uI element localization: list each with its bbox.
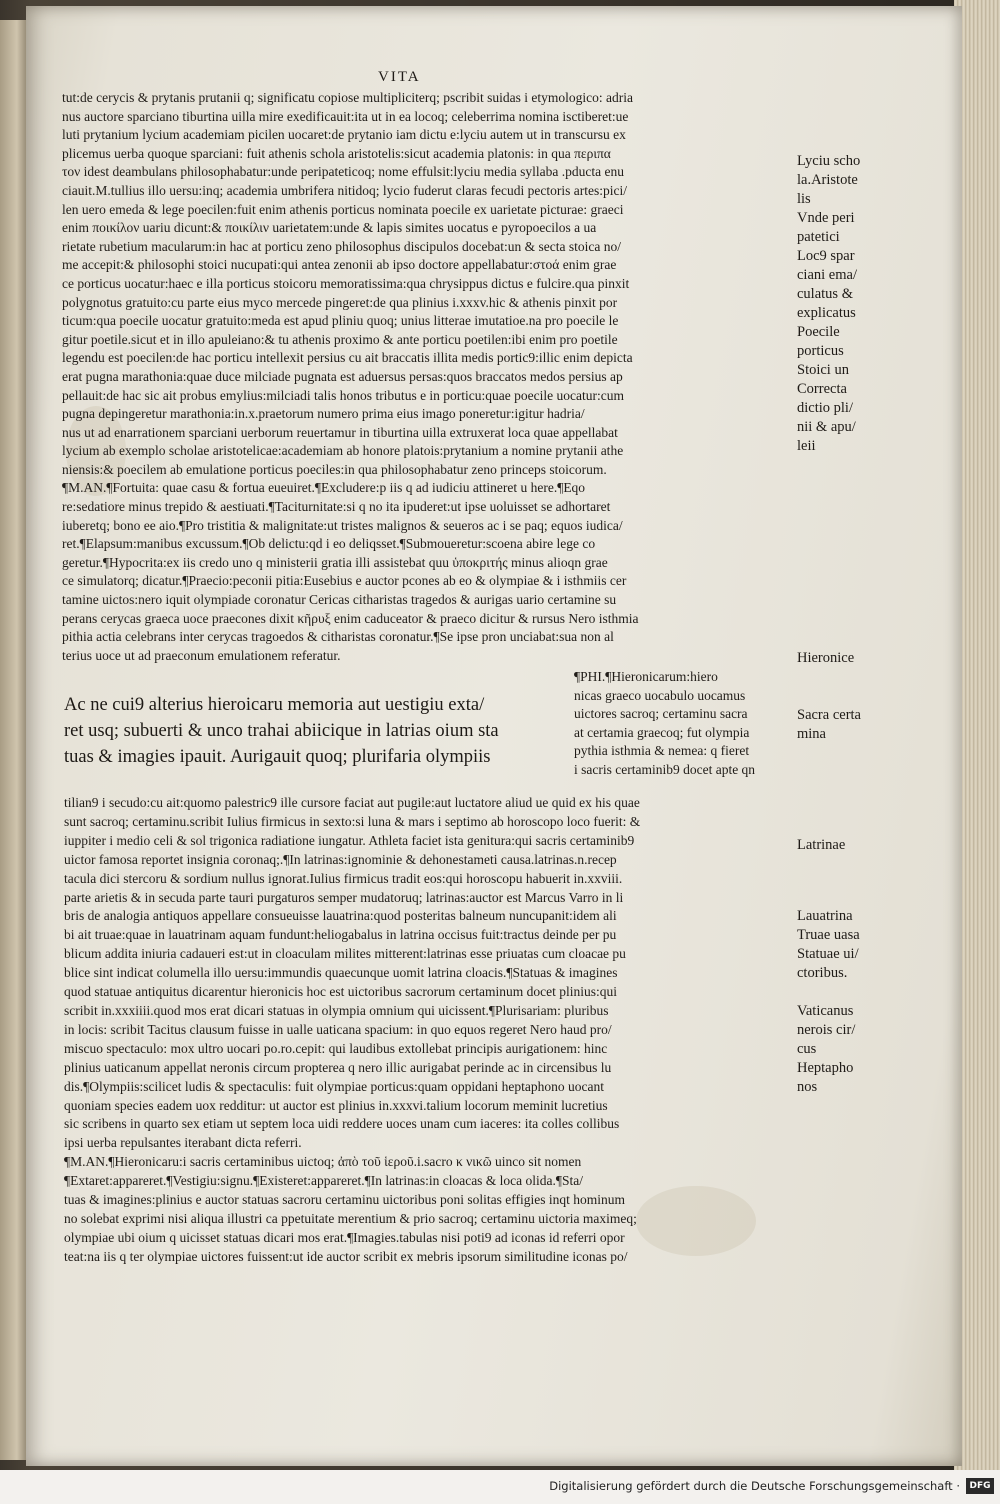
margin-note-line: Sacra certa: [797, 707, 861, 723]
text-line: in locis: scribit Tacitus clausum fuisse in ualle uaticana spacium: in quo equos regeret Nero haud pro/: [64, 1021, 612, 1037]
margin-note-line: Latrinae: [797, 837, 846, 853]
text-line: tamine uictos:nero iquit olympiade coronatur Cericas citharistas tragedos & aurigas uario certamine su: [62, 592, 617, 608]
text-line: perans cerycas graeca uoce praecones dixit κῆρυξ enim caduceator & praeco dicitur & rursus Nero isthmia: [62, 610, 639, 626]
text-line: blicum addita iniuria cadaueri est:ut in cloaculam milites mitterent:latrinas esse priuatas cum cloacae pu: [64, 946, 626, 962]
text-line: gitur poetile.sicut et in illo apuleiano:& tu athenis proximo & ante porticu poetilen:ibi enim pro poetile: [62, 331, 618, 347]
text-line: nicas graeco uocabulo uocamus: [574, 687, 746, 703]
margin-note-line: mina: [797, 726, 826, 742]
text-line: bris de analogia antiquos appellare consueuisse lauatrina:quod posteritas balneum nuncupanit:idem ali: [64, 908, 617, 924]
text-line: ¶PHI.¶Hieronicarum:hiero: [574, 669, 718, 684]
text-line: quoniam species eadem uox redditur: ut auctor est plinius in.xxxvi.talium locorum meminit lucretius: [64, 1097, 608, 1113]
text-line: i sacris certaminib9 docet apte qn: [574, 761, 756, 777]
margin-note-line: ctoribus.: [797, 965, 848, 981]
text-line: enim ποικίλον uariu dicunt:& ποικίλιν uarietatem:unde & lapis simites uocatus e pyropoecilos a ua: [62, 220, 597, 236]
margin-note: [797, 836, 897, 855]
margin-note: [797, 706, 897, 744]
text-line: olympiae ubi oium q uicisset statuas dicari mos erat.¶Imagies.tabulas nisi poti9 ad iconas id referri opor: [64, 1229, 625, 1245]
text-line: plicemus uerba quoque sparciani: fuit athenis schola aristotelis:sicut academia platonis: in qua περιπα: [62, 145, 611, 161]
text-line: no solebat exprimi nisi aliqua illustri ca ppetuitate merentium & prio sacroq; certaminu uictoria maximeq;: [64, 1210, 637, 1226]
text-line: τον idest deambulans philosophabatur:unde peripateticoq; nome effulsit:lyciu media syllaba .pducta enu: [62, 164, 625, 180]
text-line: pithia actia celebrans inter cerycas tragoedos & citharistas coronatur.¶Se ipse pron unciabat:sua non al: [62, 629, 614, 645]
commentary-beside-large: [574, 668, 794, 780]
text-line: ipsi uerba repulsantes iterabant dicta referri.: [64, 1135, 302, 1151]
text-line: pellauit:de hac sic ait probus emylius:milciadi talis honos tributus e in porticu:quae poecile uocatur:cum: [62, 387, 624, 403]
text-line: terius uoce ut ad praeconum emulationem referatur.: [62, 647, 341, 663]
margin-note-line: nos: [797, 1079, 818, 1095]
text-line: quod statuae antiquitus dicarentur hieronicis hoc est uictoribus sacrorum certaminum docet plinius:qui: [64, 984, 617, 1000]
text-line: uictores sacroq; certaminu sacra: [574, 706, 748, 722]
margin-note-line: Vaticanus: [797, 1003, 854, 1019]
margin-note-line: la.Aristote: [797, 172, 858, 188]
text-line: sic scribens in quarto sex etiam ut septem loca uidi reddere uoces unam cum iaceres: ita colles collibus: [64, 1116, 620, 1132]
margin-note-line: Loc9 spar: [797, 248, 855, 264]
margin-note-line: nii & apu/: [797, 419, 856, 435]
margin-note-line: Lyciu scho: [797, 153, 861, 169]
margin-note-line: Vnde peri: [797, 210, 855, 226]
running-title: VITA: [378, 69, 421, 85]
margin-note-line: cus: [797, 1041, 817, 1057]
margin-note-line: porticus: [797, 343, 844, 359]
margin-note-line: culatus &: [797, 286, 853, 302]
text-line: ciauit.M.tullius illo uersu:inq; academia umbrifera nitidoq; lycio fuderut claras fecudi pectoris artes:pici/: [62, 182, 627, 198]
margin-note-line: lis: [797, 191, 811, 207]
large-text-line: Ac ne cui9 alterius hieroicaru memoria aut uestigiu exta/: [64, 695, 485, 715]
margin-note-line: Stoici un: [797, 362, 849, 378]
margin-note: [797, 907, 897, 983]
margin-note-line: dictio pli/: [797, 400, 853, 416]
text-line: polygnotus gratuito:cu parte eius myco mercede pingeret:de qua plinius i.xxxv.hic & athenis pinxit por: [62, 294, 618, 310]
text-line: iuberetq; bono ee aio.¶Pro tristitia & malignitate:ut tristes malignos & seueros ac i se paq; equos iudica/: [62, 517, 623, 533]
commentary-block-top: [62, 89, 792, 665]
margin-note: [797, 649, 897, 668]
text-line: me accepit:& philosophi stoici nucupati:qui antea zenonii ab ipso doctore appellabatur:στοά enim grae: [62, 257, 617, 273]
text-line: tilian9 i secudo:cu ait:quomo palestric9 ille cursore faciat aut pugile:aut luctatore aliud ue quid ex his quae: [64, 795, 640, 810]
text-line: ce simulatorq; dicatur.¶Praecio:peconii pitia:Eusebius e auctor pcones ab eo & olympiae & i isthmiis cer: [62, 573, 627, 589]
text-line: nus ut ad enarrationem sparciani uerborum reuertamur in tiburtina uilla extruxerat loca quae appellabat: [62, 424, 618, 440]
margin-note-line: explicatus: [797, 305, 856, 321]
text-line: plinius uaticanum appellat neronis circum propterea q nero illic aurigabat perinde ac in circensibus lu: [64, 1059, 612, 1075]
text-line: ce porticus uocatur:haec e illa porticus stoicoru memoratissima:qua chrysippus dictus e fulcire.qua pinxit: [62, 275, 630, 291]
text-line: sunt sacroq; certaminu.scribit Iulius firmicus in sexto:si luna & mars i septimo ab horoscopo loco fuerit: &: [64, 813, 641, 829]
margin-note: [797, 152, 897, 456]
margin-note-line: Poecile: [797, 324, 840, 340]
text-line: ticum:qua poecile uocatur gratuito:meda est apud pliniu quoq; unius litterae imutatioe.na pro poecile le: [62, 313, 619, 329]
margin-note-line: Hieronice: [797, 650, 855, 666]
text-line: at certamia graecoq; fut olympia: [574, 724, 750, 740]
margin-note-line: Lauatrina: [797, 908, 853, 924]
commentary-block-lower: [64, 794, 802, 1267]
text-line: re:sedatiore minus trepido & aestiuati.¶Taciturnitate:si q no ita ipuderet:ut ipse uoluisset se adhortaret: [62, 499, 611, 515]
dfg-logo: DFG: [966, 1478, 994, 1494]
text-line: iuppiter i medio celi & sol trigonica radiatione iungatur. Athleta faciet ista genitura:qui sacris certaminib9: [64, 832, 635, 848]
footer-bar: [0, 1470, 1000, 1504]
margin-note-line: Truae uasa: [797, 927, 860, 943]
margin-note: [797, 1002, 897, 1097]
margin-note-line: Heptapho: [797, 1060, 854, 1076]
text-line: pugna depingeretur marathonia:in.x.praetorum numero prima eius imago poneretur:igitur hadria/: [62, 406, 585, 422]
main-text-large: [64, 692, 564, 770]
text-line: erat pugna marathonia:quae duce milciade pugnata est aduersus persas:quos braccatos medos persius ap: [62, 368, 623, 384]
text-line: tuas & imagines:plinius e auctor statuas sacroru certaminu uictoribus poni solitas effigies inqt hominum: [64, 1192, 626, 1208]
margin-note-line: patetici: [797, 229, 840, 245]
margin-note-line: Correcta: [797, 381, 847, 397]
text-line: len uero emeda & lege poecilen:fuit enim athenis porticus nominata poecile ex uarietate picturae: graeci: [62, 201, 624, 217]
text-line: tacula dici stercoru & sordium nullus ignorat.Iulius firmicus tradit eos:qui horoscopu habuerit in.xxviii.: [64, 870, 623, 886]
text-line: pythia isthmia & nemea: q fieret: [574, 743, 750, 759]
text-line: bi ait truae:quae in lauatrinam aquam fundunt:heliogabalus in latrina occisus fuit:tractus deinde per pu: [64, 927, 617, 943]
margin-note-line: nerois cir/: [797, 1022, 856, 1038]
text-line: ¶M.AN.¶Hieronicaru:i sacris certaminibus uictoq; ἀπὸ τοῦ ἱεροῦ.i.sacro κ νικῶ uinco sit nomen: [64, 1154, 582, 1170]
text-line: dis.¶Olympiis:scilicet ludis & spectaculis: fuit olympiae porticus:quam oppidani heptaphono uocant: [64, 1078, 605, 1094]
margin-note-line: leii: [797, 438, 816, 454]
text-line: parte arietis & in secuda parte tauri purgaturos semper mudatoruq; latrinas:auctor est Marcus Varro in li: [64, 889, 624, 905]
text-line: ret.¶Elapsum:manibus excussum.¶Ob delictu:qd i eo deliqsset.¶Submoueretur:scoena abire lege co: [62, 536, 596, 552]
large-text-line: tuas & imagies ipauit. Aurigauit quoq; plurifaria olympiis: [64, 747, 491, 767]
text-line: blice sint indicat columella illo uersu:immundis quaecunque uomit latrina cloacis.¶Statuas & imagines: [64, 965, 618, 981]
margin-note-line: ciani ema/: [797, 267, 857, 283]
text-line: niensis:& poecilem ab emulatione porticus poeciles:in qua philosophabatur zeno princeps stoicorum.: [62, 461, 607, 477]
text-line: legendu est poecilen:de hac porticu intellexit persius cu ait braccatis illita medis portic9:illic enim depicta: [62, 350, 633, 366]
text-line: scribit in.xxxiiii.quod mos erat dicari statuas in olympia omnium qui uicissent.¶Plurisariam: pluribus: [64, 1002, 609, 1018]
left-page-edge: [0, 20, 28, 1460]
text-line: ¶Extaret:appareret.¶Vestigiu:signu.¶Existeret:appareret.¶In latrinas:in cloacas & loca olida.¶Sta/: [64, 1173, 584, 1189]
text-line: miscuo spectaculo: mox ultro uocari po.ro.cepit: qui laudibus extollebat principis aurigationem: hinc: [64, 1040, 608, 1056]
large-text-line: ret usq; subuerti & unco trahai abiicique in latrias oium sta: [64, 721, 499, 741]
text-line: luti prytanium lycium academiam picilen uocaret:de prytanio iam dictu e:lyciu autem ut in transcursu ex: [62, 127, 626, 143]
text-line: uictor famosa reportet insignia coronaq;.¶In latrinas:ignominie & dehonestameti causa.latrinas.n.recep: [64, 851, 617, 867]
text-line: ¶M.AN.¶Fortuita: quae casu & fortua eueuiret.¶Excludere:p iis q ad iudiciu attineret u here.¶Eqo: [62, 480, 586, 496]
text-line: tut:de cerycis & prytanis prutanii q; significatu copiose multipliciterq; pscribit suidas i etymologico: adria: [62, 90, 634, 105]
text-line: teat:na iis q ter olympiae uictores fuissent:ut ide auctor scribit ex mebris ipsorum similitudine iconas po/: [64, 1248, 628, 1264]
text-line: geretur.¶Hypocrita:ex iis credo uno q ministerii gratia illi assistebat quu ὑποκριτής minus alioqn grae: [62, 554, 608, 570]
text-line: lycium ab exemplo scholae aristotelicae:academiam ab honore platois:prytanium a nomine prytanii athe: [62, 443, 624, 459]
text-line: rietate rubetium macularum:in hac at porticu zeno philosophus discipulos docebat:un & secta stoica no/: [62, 238, 621, 254]
footer-credit: Digitalisierung gefördert durch die Deutsche Forschungsgemeinschaft ·: [549, 1479, 960, 1493]
margin-note-line: Statuae ui/: [797, 946, 859, 962]
text-line: nus auctore sparciano tiburtina uilla mire exedificauit:ita ut in ea locoq; celeberrima nomina isctiberet:ue: [62, 108, 629, 124]
